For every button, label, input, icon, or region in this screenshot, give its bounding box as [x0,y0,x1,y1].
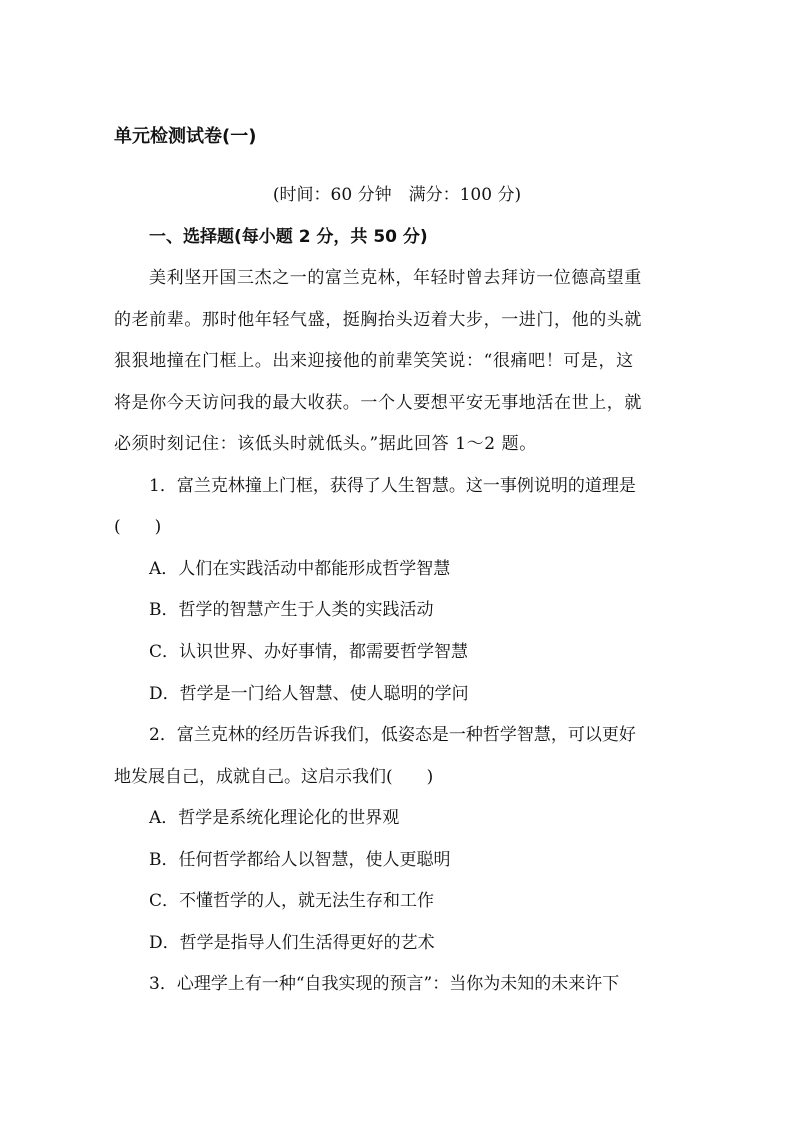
time-info: (时间：60 分钟 满分：100 分) [272,185,522,205]
answer-blank: ( ) [114,517,162,537]
page-title: 单元检测试卷(一) [114,126,257,147]
section-heading: 一、选择题(每小题 2 分，共 50 分) [149,227,428,247]
passage-line: 美利坚开国三杰之一的富兰克林，年轻时曾去拜访一位德高望重 [149,268,642,288]
option-a: A．人们在实践活动中都能形成哲学智慧 [149,559,451,579]
option-d: D．哲学是指导人们生活得更好的艺术 [149,933,435,953]
question-stem: 1．富兰克林撞上门框，获得了人生智慧。这一事例说明的道理是 [149,476,636,496]
option-b: B．任何哲学都给人以智慧，使人更聪明 [149,850,451,870]
option-c: C．认识世界、办好事情，都需要哲学智慧 [149,642,469,662]
passage-line: 的老前辈。那时他年轻气盛，挺胸抬头迈着大步，一进门，他的头就 [114,310,642,330]
option-d: D．哲学是一门给人智慧、使人聪明的学问 [149,684,469,704]
option-c: C．不懂哲学的人，就无法生存和工作 [149,891,435,911]
passage-line: 必须时刻记住：该低头时就低头。”据此回答 1～2 题。 [114,434,537,454]
question-stem: 2．富兰克林的经历告诉我们，低姿态是一种哲学智慧，可以更好 [149,725,636,745]
option-a: A．哲学是系统化理论化的世界观 [149,808,400,828]
passage-line: 将是你今天访问我的最大收获。一个人要想平安无事地活在世上，就 [114,393,642,413]
option-b: B．哲学的智慧产生于人类的实践活动 [149,600,434,620]
question-stem: 3．心理学上有一种“自我实现的预言”：当你为未知的未来许下 [149,974,620,994]
passage-line: 狠狠地撞在门框上。出来迎接他的前辈笑笑说：“很痛吧！可是，这 [114,351,634,371]
question-stem-continued: 地发展自己，成就自己。这启示我们( ) [114,767,434,787]
